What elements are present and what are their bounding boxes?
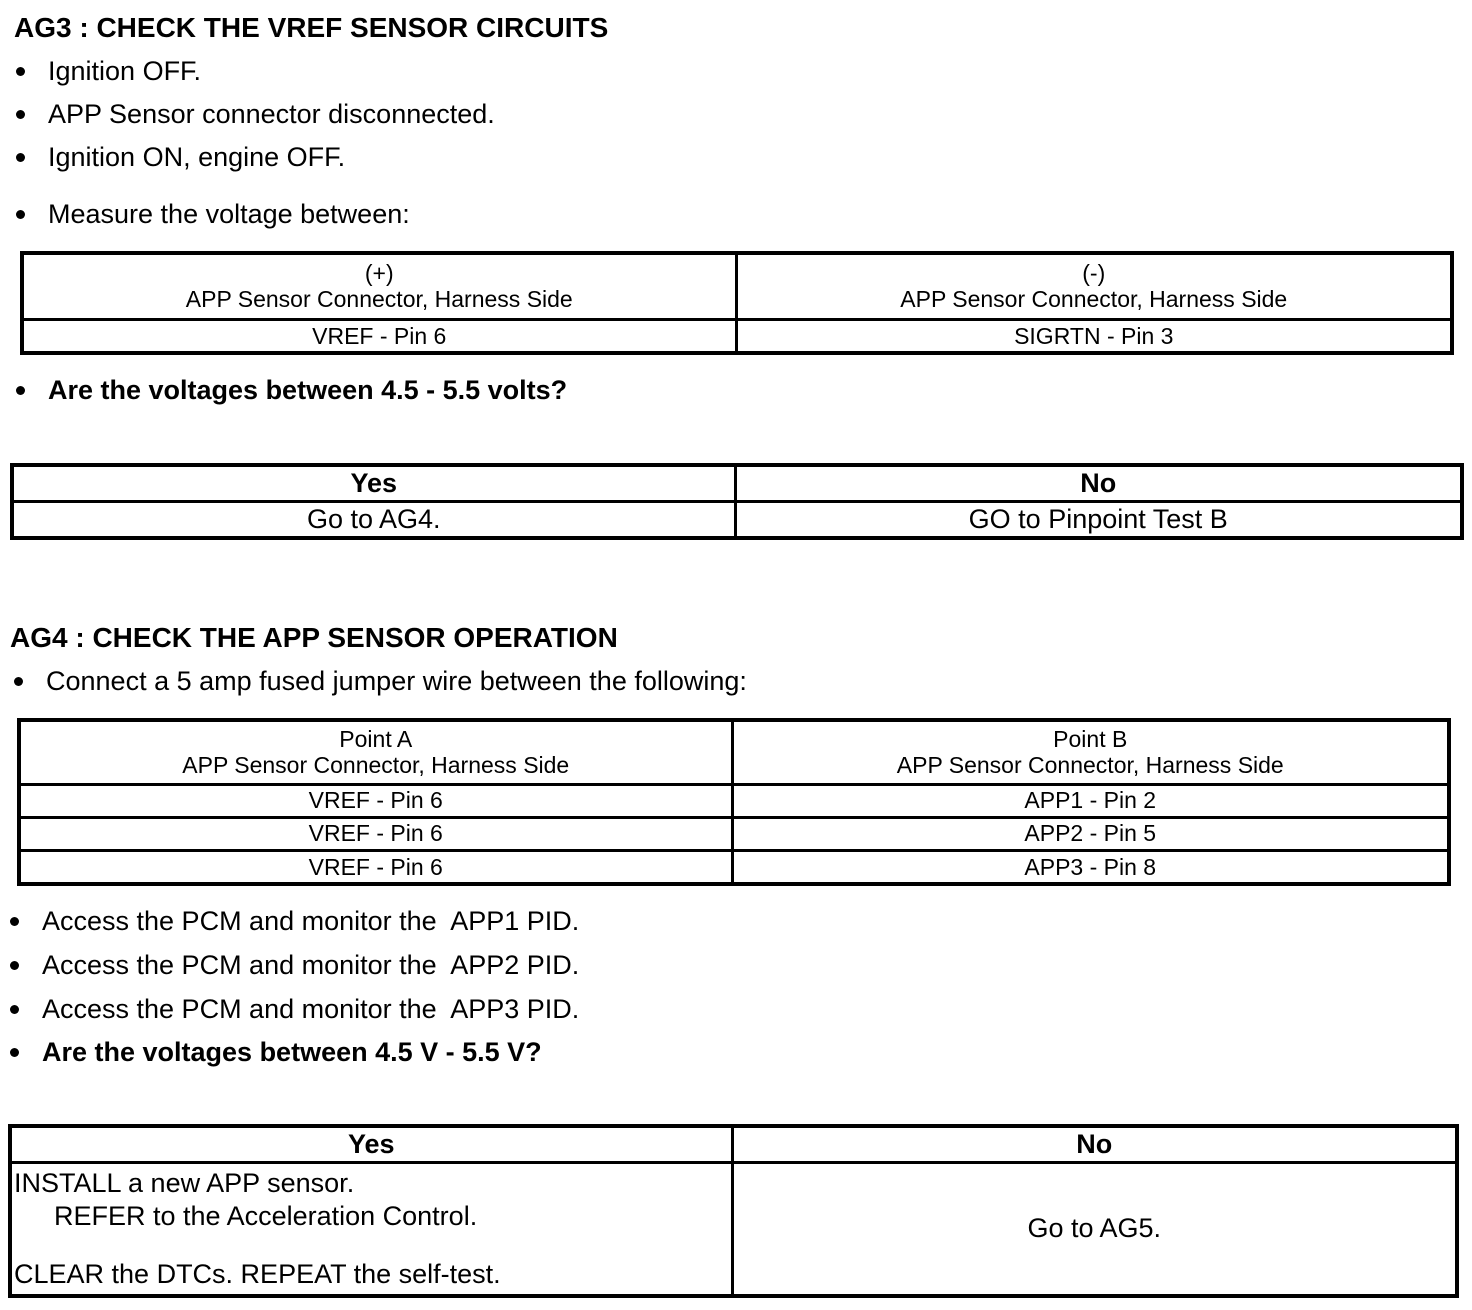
yes-action-line-clear: CLEAR the DTCs. REPEAT the self-test. [14,1258,501,1289]
ag4-jumper-table [17,718,1451,886]
ag3-no-header: No [735,465,1462,501]
bullet-icon [10,1048,19,1057]
ag3-step-disconnect: APP Sensor connector disconnected. [16,99,495,130]
ag4-step-monitor-app3: Access the PCM and monitor the APP3 PID. [10,994,579,1025]
jumper-header-point-b: Point B APP Sensor Connector, Harness Side [732,720,1449,784]
jumper-cell-point-b: APP2 - Pin 5 [732,817,1449,850]
measure-header-positive: (+) APP Sensor Connector, Harness Side [22,253,736,319]
ag3-yes-header: Yes [12,465,735,501]
ag3-step-ignition-on: Ignition ON, engine OFF. [16,142,345,173]
bullet-icon [10,961,19,970]
jumper-cell-point-a: VREF - Pin 6 [19,817,732,850]
measure-header-negative: (-) APP Sensor Connector, Harness Side [736,253,1452,319]
bullet-icon [16,67,25,76]
ag4-title: AG4 : CHECK THE APP SENSOR OPERATION [10,622,618,653]
measure-cell-sigrtn: SIGRTN - Pin 3 [736,319,1452,353]
ag3-title: AG3 : CHECK THE VREF SENSOR CIRCUITS [14,12,609,43]
ag4-step-connect-jumper: Connect a 5 amp fused jumper wire between the following: [14,666,747,697]
table-row [19,784,1449,817]
ag4-yes-header: Yes [10,1126,732,1162]
jumper-cell-point-a: VREF - Pin 6 [19,784,732,817]
ag4-result-table [8,1124,1459,1298]
ag3-step-measure: Measure the voltage between: [16,199,410,230]
ag3-measure-table [20,251,1454,355]
table-row [19,850,1449,884]
bullet-icon [16,153,25,162]
measure-cell-vref: VREF - Pin 6 [22,319,736,353]
ag4-step-monitor-app2: Access the PCM and monitor the APP2 PID. [10,950,579,981]
ag4-step-monitor-app1: Access the PCM and monitor the APP1 PID. [10,906,579,937]
table-row [19,817,1449,850]
yes-action-line-refer: REFER to the Acceleration Control. [54,1200,478,1231]
ag3-step-ignition-off: Ignition OFF. [16,56,201,87]
ag4-no-action: Go to AG5. [732,1162,1457,1296]
bullet-icon [10,917,19,926]
bullet-icon [16,210,25,219]
bullet-icon [14,677,23,686]
yes-action-line-install: INSTALL a new APP sensor. [14,1167,355,1198]
jumper-cell-point-b: APP3 - Pin 8 [732,850,1449,884]
ag4-question: Are the voltages between 4.5 V - 5.5 V? [10,1037,542,1068]
ag4-yes-action [10,1162,732,1296]
jumper-header-point-a: Point A APP Sensor Connector, Harness Side [19,720,732,784]
jumper-cell-point-b: APP1 - Pin 2 [732,784,1449,817]
bullet-icon [10,1005,19,1014]
ag3-result-table [10,463,1464,540]
ag3-question: Are the voltages between 4.5 - 5.5 volts? [16,375,567,406]
bullet-icon [16,110,25,119]
ag3-yes-action: Go to AG4. [12,501,735,538]
jumper-cell-point-a: VREF - Pin 6 [19,850,732,884]
bullet-icon [16,386,25,395]
ag4-no-header: No [732,1126,1457,1162]
ag3-no-action: GO to Pinpoint Test B [735,501,1462,538]
